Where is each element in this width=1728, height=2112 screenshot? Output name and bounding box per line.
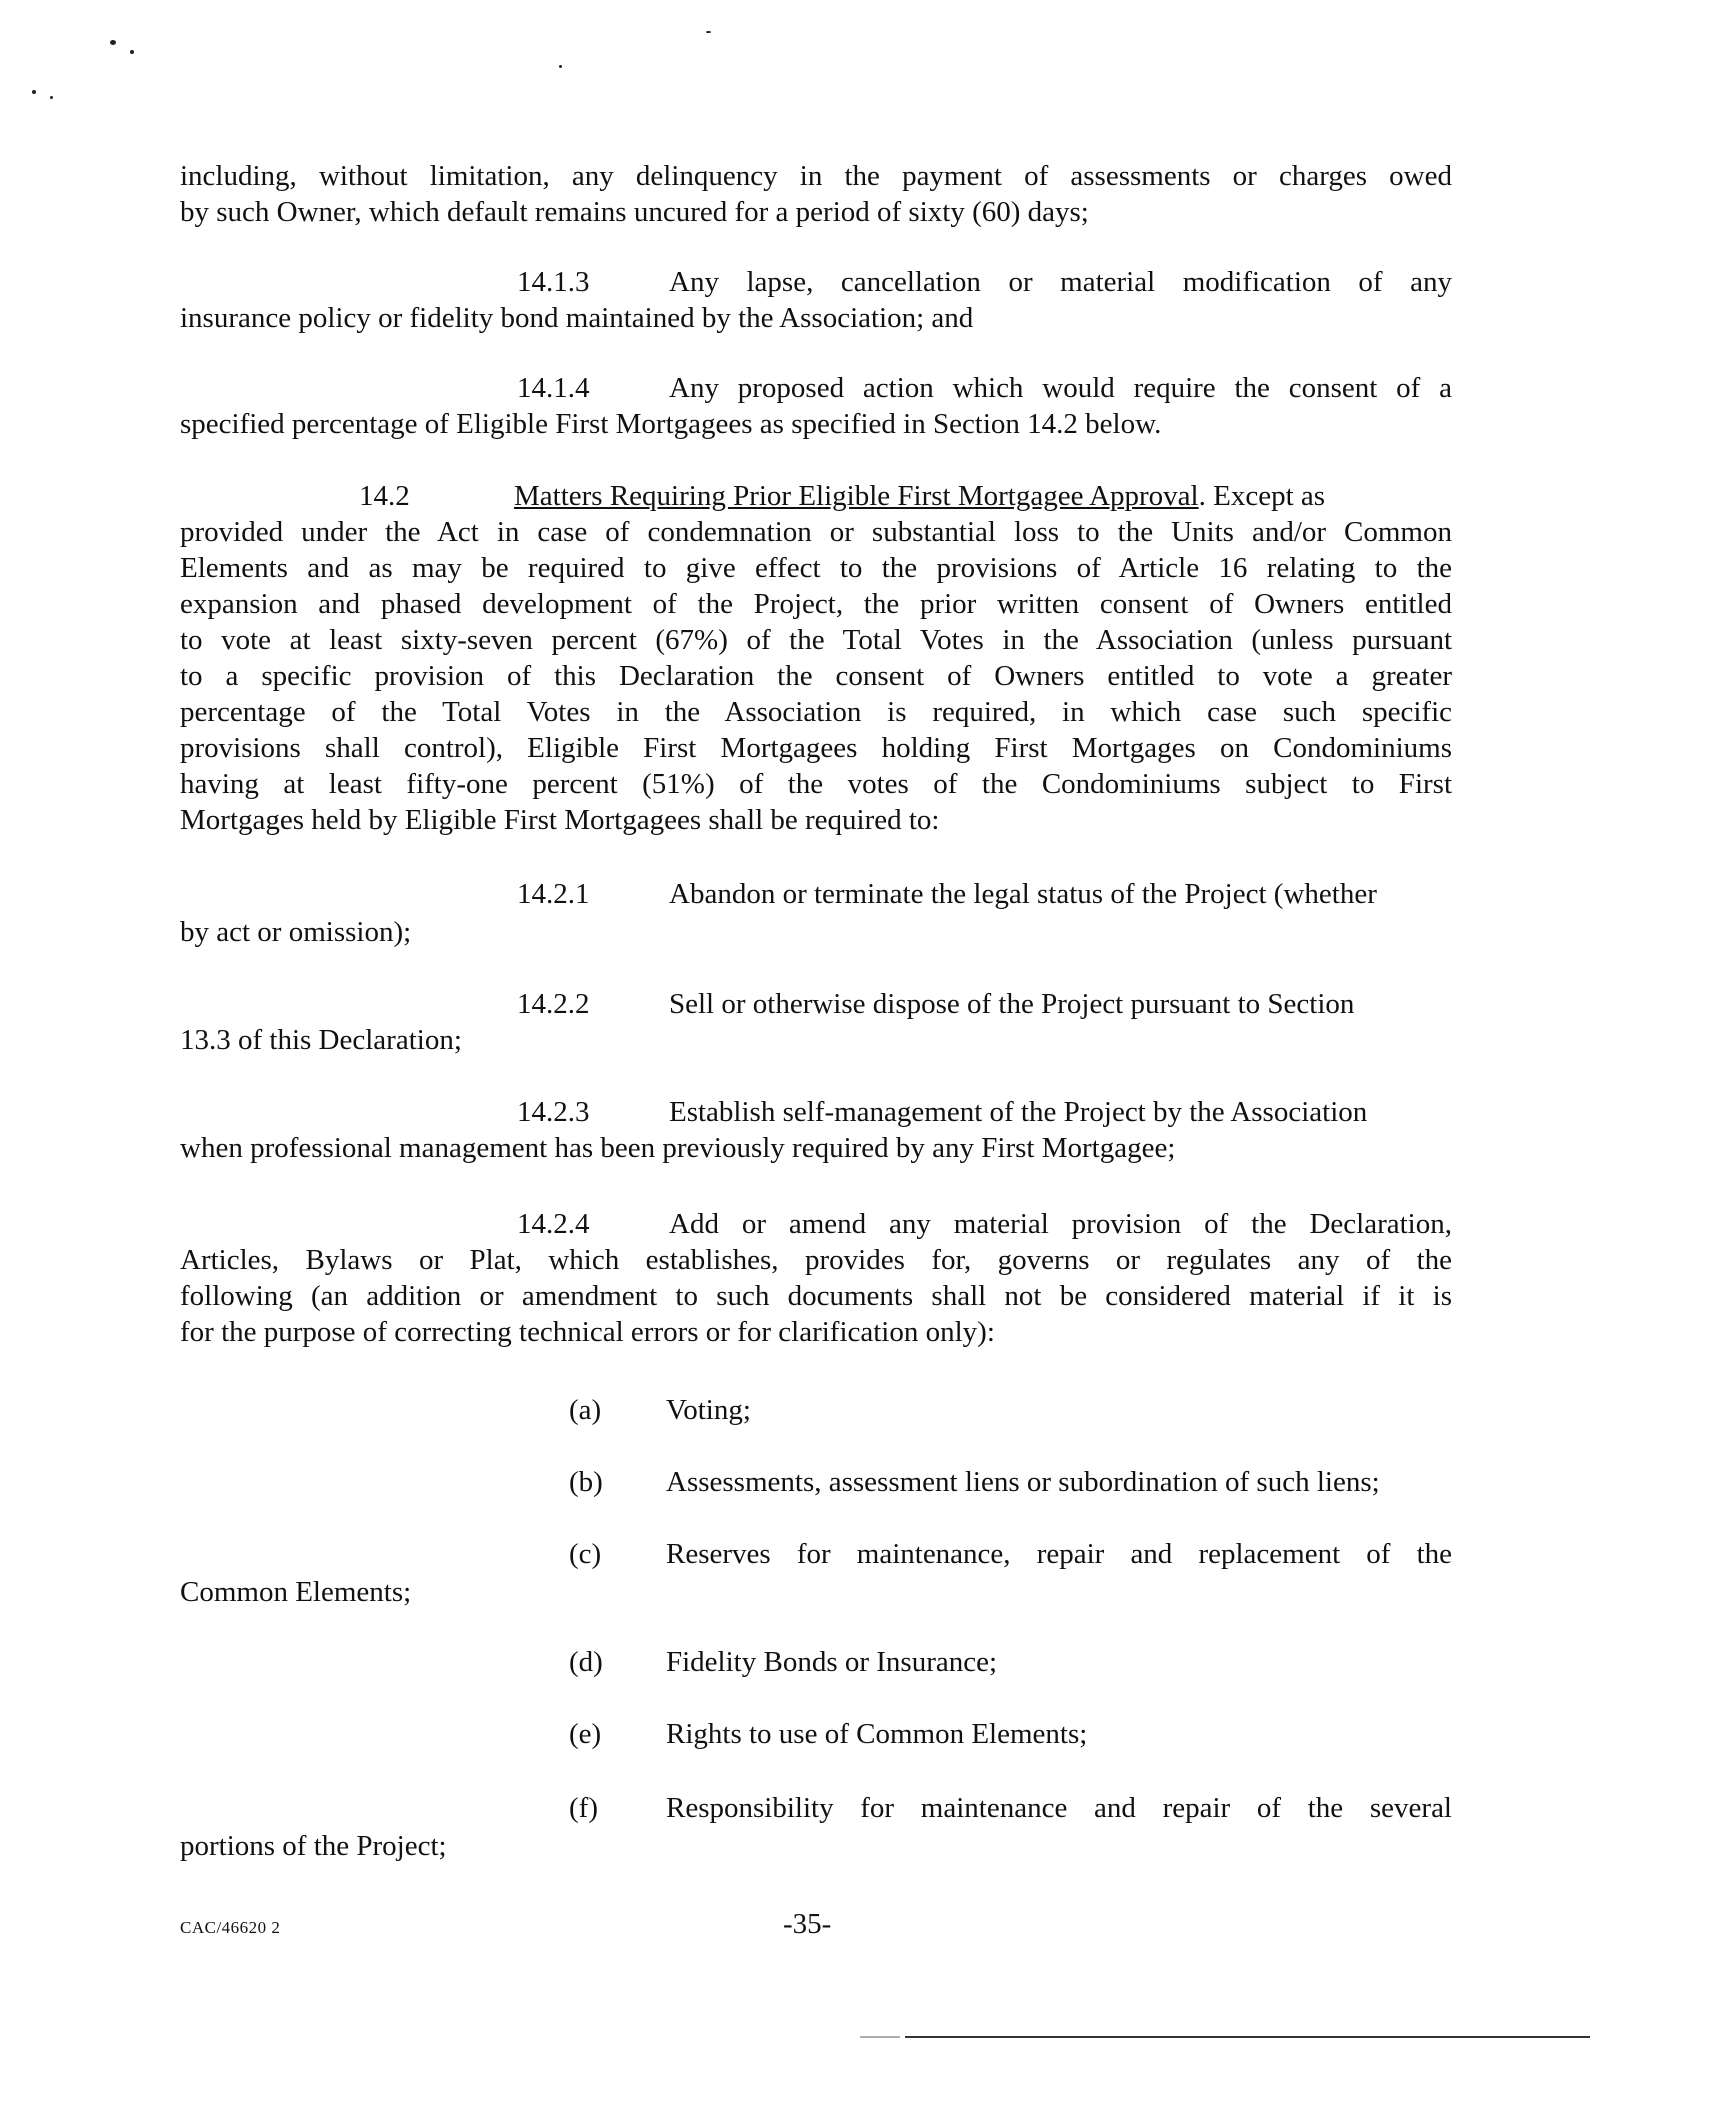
paragraph-line: for the purpose of correcting technical errors or for clarification only): bbox=[180, 1316, 995, 1348]
section-number: 14.1.4 bbox=[517, 372, 590, 404]
scan-speck bbox=[32, 90, 36, 94]
paragraph-line: Elements and as may be required to give effect to the provisions of Article 16 relating to the bbox=[180, 552, 1452, 584]
paragraph-line: provisions shall control), Eligible First Mortgagees holding First Mortgages on Condominiums bbox=[180, 732, 1452, 764]
list-item-continuation: portions of the Project; bbox=[180, 1830, 447, 1862]
list-item-text: Voting; bbox=[666, 1394, 751, 1426]
list-item-text: Responsibility for maintenance and repair of the several bbox=[666, 1792, 1452, 1824]
list-item-label: (a) bbox=[569, 1394, 602, 1426]
paragraph-line: following (an addition or amendment to such documents shall not be considered material if it is bbox=[180, 1280, 1452, 1312]
paragraph-line: to vote at least sixty-seven percent (67%) of the Total Votes in the Association (unless pursuant bbox=[180, 624, 1452, 656]
paragraph-line: by act or omission); bbox=[180, 916, 412, 948]
list-item-label: (e) bbox=[569, 1718, 602, 1750]
paragraph-line: including, without limitation, any delinquency in the payment of assessments or charges owed bbox=[180, 160, 1452, 192]
section-text: Establish self-management of the Project by the Association bbox=[669, 1096, 1368, 1128]
page-number: -35- bbox=[783, 1908, 832, 1940]
section-lead: . Except as bbox=[1198, 480, 1326, 512]
scan-speck bbox=[50, 96, 53, 99]
paragraph-line: Mortgages held by Eligible First Mortgagees shall be required to: bbox=[180, 804, 940, 836]
list-item-label: (c) bbox=[569, 1538, 602, 1570]
document-code: CAC/46620 2 bbox=[180, 1918, 281, 1937]
section-14-2-heading bbox=[359, 478, 1452, 514]
list-item-text: Rights to use of Common Elements; bbox=[666, 1718, 1088, 1750]
paragraph-line: 13.3 of this Declaration; bbox=[180, 1024, 462, 1056]
paragraph-line: insurance policy or fidelity bond maintained by the Association; and bbox=[180, 302, 974, 334]
list-item-continuation: Common Elements; bbox=[180, 1576, 412, 1608]
paragraph-line: having at least fifty-one percent (51%) of the votes of the Condominiums subject to First bbox=[180, 768, 1452, 800]
section-number: 14.2.2 bbox=[517, 988, 590, 1020]
paragraph-line: percentage of the Total Votes in the Association is required, in which case such specific bbox=[180, 696, 1452, 728]
list-item-text: Reserves for maintenance, repair and replacement of the bbox=[666, 1538, 1452, 1570]
section-14-2-2 bbox=[517, 986, 1452, 1022]
scan-speck bbox=[706, 31, 711, 33]
section-number: 14.2.1 bbox=[517, 878, 590, 910]
scan-speck bbox=[110, 40, 116, 45]
scan-speck bbox=[559, 65, 562, 68]
list-item-text: Fidelity Bonds or Insurance; bbox=[666, 1646, 998, 1678]
section-number: 14.2.4 bbox=[517, 1208, 590, 1240]
list-item-text: Assessments, assessment liens or subordination of such liens; bbox=[666, 1466, 1380, 1498]
paragraph-line: by such Owner, which default remains uncured for a period of sixty (60) days; bbox=[180, 196, 1089, 228]
section-text: Any proposed action which would require the consent of a bbox=[669, 372, 1452, 404]
paragraph-line: Articles, Bylaws or Plat, which establishes, provides for, governs or regulates any of the bbox=[180, 1244, 1452, 1276]
scan-speck bbox=[130, 50, 134, 54]
section-number: 14.2 bbox=[359, 480, 410, 512]
section-text: Sell or otherwise dispose of the Project pursuant to Section bbox=[669, 988, 1355, 1020]
scan-rule bbox=[860, 2036, 900, 2038]
paragraph-line: specified percentage of Eligible First Mortgagees as specified in Section 14.2 below. bbox=[180, 408, 1162, 440]
paragraph-line: when professional management has been previously required by any First Mortgagee; bbox=[180, 1132, 1176, 1164]
section-text: Add or amend any material provision of the Declaration, bbox=[669, 1208, 1452, 1240]
section-14-1-3 bbox=[517, 264, 1452, 300]
list-item-label: (b) bbox=[569, 1466, 603, 1498]
section-14-2-3 bbox=[517, 1094, 1452, 1130]
paragraph-line: expansion and phased development of the Project, the prior written consent of Owners entitled bbox=[180, 588, 1452, 620]
section-14-1-4 bbox=[517, 370, 1452, 406]
list-item-label: (d) bbox=[569, 1646, 603, 1678]
list-item-label: (f) bbox=[569, 1792, 598, 1824]
section-text: Any lapse, cancellation or material modification of any bbox=[669, 266, 1452, 298]
section-14-2-1 bbox=[517, 876, 1452, 912]
section-number: 14.1.3 bbox=[517, 266, 590, 298]
section-text: Abandon or terminate the legal status of the Project (whether bbox=[669, 878, 1377, 910]
section-number: 14.2.3 bbox=[517, 1096, 590, 1128]
section-heading: Matters Requiring Prior Eligible First Mortgagee Approval bbox=[514, 480, 1199, 512]
paragraph-line: to a specific provision of this Declaration the consent of Owners entitled to vote a greater bbox=[180, 660, 1452, 692]
scan-rule bbox=[905, 2036, 1590, 2038]
paragraph-line: provided under the Act in case of condemnation or substantial loss to the Units and/or Common bbox=[180, 516, 1452, 548]
section-14-2-4 bbox=[517, 1206, 1452, 1242]
